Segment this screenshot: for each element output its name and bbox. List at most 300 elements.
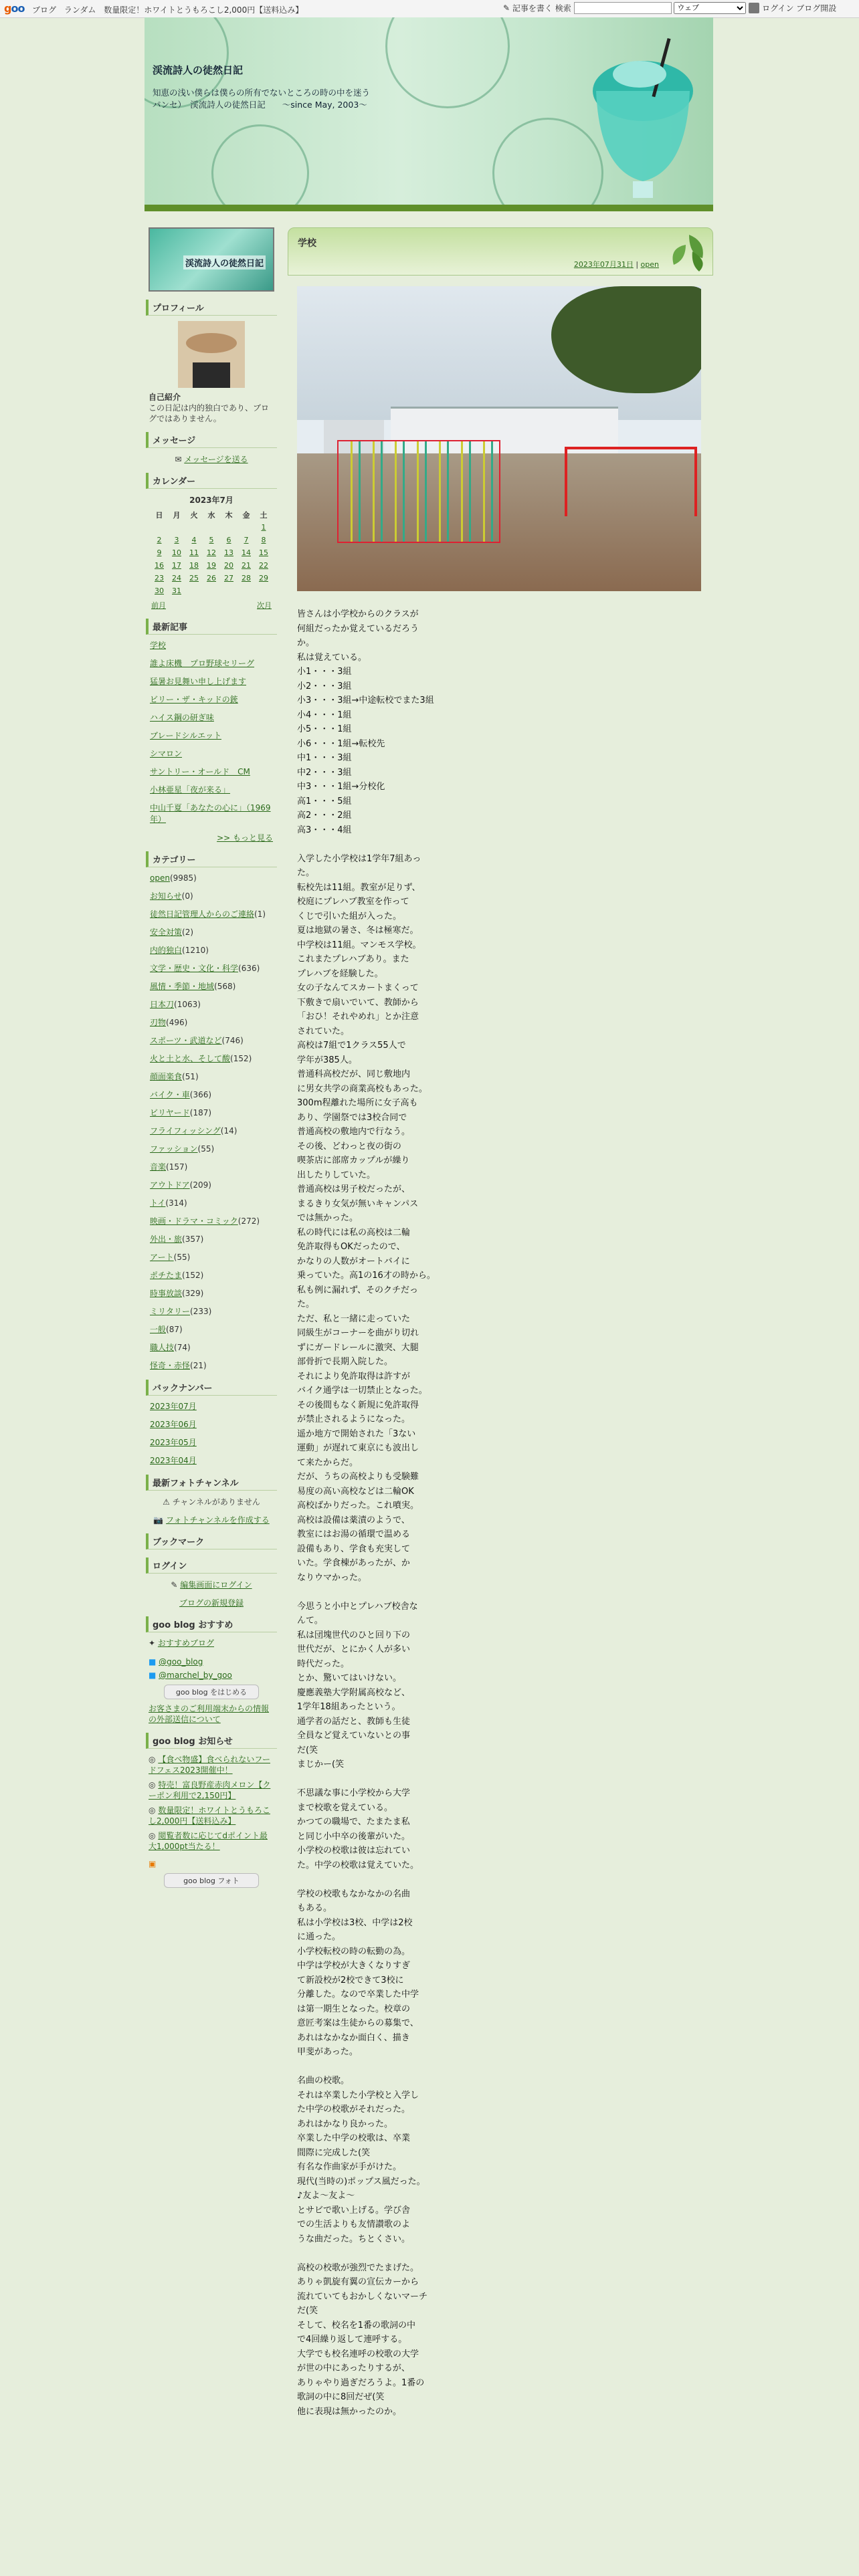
calendar-weekday: 木 [225, 510, 233, 520]
category-link[interactable]: ビリヤード [150, 1108, 190, 1117]
post-body [288, 591, 713, 2419]
top-link-promo[interactable]: 数量限定！ホワイトとうもろこし2,000円【送料込み】 [104, 5, 304, 15]
post-line: 何組だったか覚えているだろう [297, 623, 419, 634]
calendar-day[interactable]: 9 [157, 548, 162, 557]
post-line: 免許取得もOKだったので、 [297, 1242, 405, 1252]
post-line: 意匠考案は生徒からの募集で、 [297, 2018, 419, 2028]
category-link[interactable]: 怪奇・赤怪 [150, 1361, 191, 1370]
post-line: 易度の高い高校などは二輪OK [297, 1486, 414, 1497]
create-photo-channel-link[interactable]: フォトチャンネルを作成する [166, 1515, 270, 1525]
message-section [146, 432, 277, 465]
post-line: まで校歌を覚えている。 [297, 1802, 393, 1813]
post-line: 世代だが、とにかく人が多い [297, 1644, 411, 1654]
post-line: 不思議な事に小学校から大学 [297, 1788, 411, 1798]
category-count: (152) [230, 1054, 252, 1063]
goo-logo-oo: oo [11, 2, 25, 15]
post-line: 校庭にプレハブ教室を作って [297, 897, 409, 907]
category-count: (14) [220, 1126, 237, 1136]
post-line: そして、校名を1番の歌詞の中 [297, 2320, 416, 2331]
goo-top-navigation-bar [0, 0, 859, 18]
post-line: 流れていてもおかしくないマーチ [297, 2291, 428, 2302]
top-right-tools [503, 2, 836, 14]
category-count: (329) [182, 1289, 204, 1298]
post-line: 私は団塊世代のひと回り下の [297, 1630, 411, 1640]
warning-icon: ⚠ [163, 1497, 170, 1507]
photo-channel-section [146, 1475, 277, 1525]
category-link[interactable]: 一般 [150, 1325, 167, 1334]
post-line: 通学者の話だと、教師も生徒 [297, 1716, 411, 1727]
corn-icon: ◎ [149, 1806, 156, 1815]
recent-posts-section [146, 619, 277, 843]
post-blank-line [297, 1585, 713, 1600]
post-line: もある。 [297, 1903, 332, 1913]
post-line: は第一期生となった。校章の [297, 2004, 411, 2014]
post-line: その後間もなく新規に免許取得 [297, 1400, 419, 1410]
category-count: (55) [197, 1144, 215, 1154]
recent-post-link[interactable]: ビリー・ザ・キッドの銃 [150, 695, 238, 704]
recent-post-link[interactable]: サントリー・オールド CM [150, 767, 250, 776]
calendar-day[interactable]: 22 [259, 561, 268, 570]
post-line: 学校の校歌もなかなかの名曲 [297, 1889, 411, 1899]
recent-posts-title: 最新記事 [146, 619, 277, 635]
calendar-day[interactable]: 13 [224, 548, 233, 557]
bullet-icon: ◎ [149, 1755, 156, 1764]
open-blog-link[interactable]: ブログ開設 [796, 3, 837, 13]
post-line: まるきり女気が無いキャンパス [297, 1198, 419, 1209]
recent-post-link[interactable]: 猛暑お見舞い申し上げます [150, 677, 247, 686]
post-blank-line [297, 837, 713, 852]
calendar-day[interactable]: 26 [207, 574, 216, 582]
profile-title: プロフィール [146, 300, 277, 316]
bookmark-title: ブックマーク [146, 1533, 277, 1549]
pencil-icon: ✎ [171, 1580, 178, 1590]
notice-section [146, 1733, 277, 1888]
category-count: (51) [182, 1072, 199, 1081]
post-line: 分離した。なので卒業した中学 [297, 1990, 419, 2000]
notice-link[interactable]: 閲覧者数に応じてdポイント最大1,000pt当たる！ [149, 1831, 268, 1851]
calendar-day[interactable]: 21 [242, 561, 251, 570]
post-line: んて。 [297, 1616, 323, 1626]
calendar-day[interactable]: 28 [242, 574, 251, 582]
recommend-blog-link[interactable]: おすすめブログ [157, 1638, 215, 1648]
edit-login-link[interactable]: 編集画面にログイン [180, 1580, 252, 1590]
notice-title: goo blog お知らせ [146, 1733, 277, 1749]
twitter-goo-blog-link[interactable]: @goo_blog [159, 1657, 203, 1667]
post-line: 高3・・・4組 [297, 825, 352, 835]
post-line: 出したりしていた。 [297, 1170, 376, 1180]
category-count: (366) [189, 1090, 212, 1099]
post-line: 高校は設備は薬漬のようで、 [297, 1515, 410, 1525]
calendar-day[interactable]: 8 [261, 536, 266, 544]
category-link[interactable]: バイク・車 [150, 1090, 190, 1099]
post-author-link[interactable]: open [640, 260, 659, 269]
recent-post-link[interactable]: 小林亜星「夜が来る」 [150, 785, 231, 794]
backnumber-link[interactable]: 2023年06月 [150, 1420, 197, 1429]
sidebar [146, 227, 277, 1896]
calendar-day[interactable]: 29 [259, 574, 268, 582]
top-links [32, 4, 308, 15]
camera-icon: 📷 [153, 1515, 164, 1525]
start-goo-blog-button[interactable]: goo blog をはじめる [164, 1685, 259, 1699]
post-line: ありゃやり過ぎだろうよ。1番の [297, 2377, 425, 2388]
schoolyard-photo [297, 286, 701, 591]
top-link-random[interactable]: ランダム [64, 5, 96, 15]
recommend-title: goo blog おすすめ [146, 1616, 277, 1632]
category-count: (568) [214, 982, 236, 991]
category-count: (209) [189, 1180, 211, 1190]
post-line: 普通科高校だが、同じ敷地内 [297, 1069, 411, 1079]
message-title: メッセージ [146, 432, 277, 448]
post-line: くじで引いた組が入った。 [297, 911, 402, 922]
calendar-day[interactable]: 30 [155, 586, 164, 595]
calendar-next-month[interactable]: 次月 [257, 601, 272, 610]
write-article-link[interactable]: 記事を書く [512, 3, 553, 13]
calendar-day[interactable]: 6 [226, 536, 231, 544]
blog-signup-link[interactable]: ブログの新規登録 [179, 1598, 244, 1608]
melon-icon: ◎ [149, 1780, 156, 1790]
post-line: 皆さんは小学校からのクラスが [297, 609, 419, 619]
post-title[interactable]: 学校 [298, 238, 316, 249]
backnumber-list [146, 1401, 277, 1467]
post-line: 中1・・・3組 [297, 753, 352, 763]
post-line: て来たからだ。 [297, 1457, 359, 1468]
calendar-day[interactable]: 19 [207, 561, 216, 570]
category-link[interactable]: 職人技 [150, 1343, 175, 1352]
backnumber-section [146, 1380, 277, 1467]
calendar-day[interactable]: 4 [191, 536, 197, 544]
notice-link[interactable]: 数量限定！ホワイトとうもろこし2,000円【送料込み】 [149, 1806, 270, 1826]
twitter-icon: ■ [149, 1657, 157, 1667]
post-line: とサビで歌い上げる。学び舎 [297, 2205, 411, 2216]
post-line: 小学校の校歌は彼は忘れてい [297, 1846, 411, 1856]
category-count: (357) [182, 1235, 204, 1244]
profile-hat [186, 333, 237, 353]
post-line: なりウマかった。 [297, 1572, 367, 1583]
post-blank-line [297, 2060, 713, 2074]
category-count: (2) [182, 928, 194, 937]
category-link[interactable]: 文学・歴史・文化・科学 [150, 964, 239, 973]
calendar-day[interactable]: 18 [189, 561, 199, 570]
rss-icon[interactable]: ▣ [149, 1859, 157, 1868]
post-line: 小4・・・1組 [297, 710, 352, 720]
calendar-day[interactable]: 7 [244, 536, 249, 544]
post-line: とか、驚いてはいけない。 [297, 1673, 402, 1683]
post-line: プレハブを経験した。 [297, 968, 383, 979]
blog-description: 知恵の浅い僕らは僕らの所有でないところの時の中を迷うパンセ） 渓流詩人の徒然日記 〜since May, 2003〜 [153, 88, 371, 110]
post-line: 小6・・・1組→転校先 [297, 738, 385, 749]
profile-avatar[interactable] [178, 321, 245, 388]
recent-post-link[interactable]: 中山千夏「あなたの心に」（1969年） [150, 803, 271, 824]
login-link[interactable]: ログイン [762, 3, 794, 13]
post-line: て新設校が2校できて3校に [297, 1975, 404, 1985]
calendar-day[interactable]: 24 [172, 574, 181, 582]
post-line: が禁止されるようになった。 [297, 1414, 411, 1424]
categories-title: カテゴリー [146, 851, 277, 867]
backnumber-link[interactable]: 2023年04月 [150, 1456, 197, 1465]
calendar-weekday: 火 [190, 510, 198, 520]
twitter-marchel-link[interactable]: @marchel_by_goo [159, 1671, 232, 1680]
photo-horizontal-bar [565, 447, 697, 516]
post-line: での生活よりも友情讃歌のよ [297, 2220, 411, 2230]
category-count: (157) [166, 1162, 188, 1172]
category-link[interactable]: 安全対策 [150, 928, 183, 937]
category-link[interactable]: スポーツ・武道など [150, 1036, 222, 1045]
category-count: (55) [173, 1253, 191, 1262]
category-link[interactable]: 映画・ドラマ・コミック [150, 1216, 238, 1226]
post-line: 1学年18組あったという。 [297, 1702, 401, 1712]
post-line: 他に表現は無かったのか。 [297, 2406, 402, 2417]
post-line: 私は覚えている。 [297, 652, 367, 663]
main-content [288, 227, 713, 2419]
calendar-day[interactable]: 2 [157, 536, 162, 544]
calendar-day[interactable]: 23 [155, 574, 164, 582]
notice-link[interactable]: 特売！富良野産赤肉メロン【クーポン利用で2,150円】 [149, 1780, 271, 1800]
calendar-day[interactable]: 25 [189, 574, 199, 582]
goo-logo-g: g [4, 2, 11, 15]
photo-channel-title: 最新フォトチャンネル [146, 1475, 277, 1491]
login-title: ログイン [146, 1558, 277, 1574]
calendar-caption: 2023年7月 [189, 496, 233, 505]
recent-post-link[interactable]: シマロン [150, 749, 183, 758]
post-line: だ(笑 [297, 2306, 318, 2316]
calendar-day[interactable]: 12 [207, 548, 216, 557]
twitter-icon: ■ [149, 1671, 157, 1680]
calendar-day[interactable]: 10 [172, 548, 181, 557]
post-line: に男女共学の商業高校もあった。 [297, 1083, 427, 1094]
melon-soda-glass-illustration [586, 37, 700, 205]
post-line: 小1・・・3組 [297, 667, 352, 677]
post-line: 有名な作曲家が手がけた。 [297, 2162, 402, 2172]
category-count: (0) [181, 891, 193, 901]
external-transmission-info-link[interactable]: お客さまのご利用端末からの情報の外部送信について [149, 1704, 270, 1724]
profile-intro-text: この日記は内的独白であり、ブログではありません。 [149, 403, 270, 423]
post-line: かなりの人数がオートバイに [297, 1256, 410, 1267]
category-count: (746) [221, 1036, 244, 1045]
calendar-day[interactable]: 16 [155, 561, 164, 570]
post-line: 普通高校は男子校だったが、 [297, 1184, 411, 1194]
bookmark-section [146, 1533, 277, 1549]
recommend-section [146, 1616, 277, 1725]
post-line: に通った。 [297, 1932, 341, 1942]
point-icon: ◎ [149, 1831, 156, 1840]
post-line: ただ、私と一緒に走っていた [297, 1313, 411, 1324]
category-count: (87) [166, 1325, 183, 1334]
recent-posts-list [146, 640, 277, 825]
category-link[interactable]: お知らせ [150, 891, 182, 901]
goo-logo[interactable] [4, 2, 24, 15]
category-link[interactable]: 外出・旅 [150, 1235, 183, 1244]
calendar-day[interactable]: 20 [224, 561, 233, 570]
calendar-prev-month[interactable]: 前月 [151, 601, 166, 610]
category-link[interactable]: 内的独白 [150, 946, 183, 955]
category-link[interactable]: フライフィッシング [150, 1126, 221, 1136]
profile-intro-label: 自己紹介 [149, 393, 181, 402]
post-line: 小3・・・3組→中途転校でまた3組 [297, 695, 434, 706]
category-count: (1210) [182, 946, 209, 955]
category-link[interactable]: ミリタリー [150, 1307, 191, 1316]
post-line: 学年が385人。 [297, 1055, 357, 1065]
photo-jungle-gym [337, 440, 500, 543]
post-line: 転校先は11組。教室が足りず、 [297, 882, 421, 893]
category-count: (496) [166, 1018, 188, 1027]
post-line: 慶應義塾大学附属高校など、 [297, 1687, 411, 1698]
post-line: 教室にはお湯の循環で温める [297, 1529, 411, 1539]
category-link[interactable]: 日本刀 [150, 1000, 175, 1009]
calendar-section [146, 473, 277, 611]
category-link[interactable]: トイ [150, 1198, 166, 1208]
post-line: では無かった。 [297, 1213, 359, 1223]
category-link[interactable]: アウトドア [150, 1180, 190, 1190]
post-line: 高1・・・5組 [297, 796, 352, 807]
category-link[interactable]: 時事放談 [150, 1289, 183, 1298]
recent-post-link[interactable]: ハイス鋼の研ぎ味 [150, 713, 214, 722]
calendar-day[interactable]: 5 [209, 536, 214, 544]
categories-section [146, 851, 277, 1372]
goo-blog-photo-button[interactable]: goo blog フォト [164, 1873, 259, 1888]
post-line: それにより免許取得は許すが [297, 1371, 411, 1382]
calendar-weekday: 日 [155, 510, 163, 520]
post-line: 今思うと小中とプレハブ校舎な [297, 1601, 418, 1612]
category-count: (21) [190, 1361, 207, 1370]
calendar-day[interactable]: 14 [242, 548, 251, 557]
post-line: 「おひ！それやめれ」とか注意 [297, 1012, 419, 1022]
calendar-day[interactable]: 11 [189, 548, 199, 557]
post-line: が世の中にあったりするが、 [297, 2363, 410, 2373]
category-link[interactable]: 刃物 [150, 1018, 167, 1027]
profile-section [146, 300, 277, 424]
category-link[interactable]: ファッション [150, 1144, 198, 1154]
category-count: (187) [189, 1108, 212, 1117]
calendar-day[interactable]: 1 [261, 523, 266, 532]
blog-banner-image[interactable] [149, 227, 274, 292]
post-line: それは卒業した小学校と入学し [297, 2090, 419, 2101]
post-date-link[interactable]: 2023年07月31日 [573, 260, 634, 269]
category-link[interactable]: アート [150, 1253, 174, 1262]
post-line: 中2・・・3組 [297, 767, 352, 778]
category-count: (233) [190, 1307, 212, 1316]
calendar-day[interactable]: 31 [172, 586, 181, 595]
category-link[interactable]: 顔面楽食 [150, 1072, 183, 1081]
post-line: 高2・・・2組 [297, 811, 352, 821]
post-line: 高校は7組で1クラス55人で [297, 1041, 406, 1051]
search-scope-select[interactable] [674, 2, 746, 14]
header-bottom-strip [145, 205, 713, 211]
backnumber-title: バックナンバー [146, 1380, 277, 1396]
envelope-icon: ✉ [175, 455, 182, 464]
post-line: 中学校は11組。マンモス学校。 [297, 940, 421, 950]
recent-post-link[interactable]: ブレードシルエット [150, 731, 221, 740]
blog-title[interactable]: 渓流詩人の徒然日記 [153, 64, 244, 76]
post-line: 300m程離れた場所に女子高も [297, 1098, 418, 1108]
post-line: で4回繰り返して連呼する。 [297, 2335, 407, 2345]
backnumber-link[interactable]: 2023年05月 [150, 1438, 197, 1447]
category-count: (1) [254, 909, 266, 919]
category-link[interactable]: 徒然日記管理人からのご連絡 [150, 909, 255, 919]
post-line: だ(笑 [297, 1745, 318, 1755]
post-blank-line [297, 1772, 713, 1787]
category-link[interactable]: 風情・季節・地域 [150, 982, 215, 991]
category-count: (636) [238, 964, 260, 973]
post-line: と同じ小中卒の後輩がいた。 [297, 1831, 411, 1842]
post-line: 私の時代には私の高校は二輪 [297, 1227, 411, 1238]
recent-post-link[interactable]: 誰よ床機 プロ野球セリーグ [150, 659, 255, 668]
category-link[interactable]: ポチたま [150, 1271, 183, 1280]
star-icon: ✦ [149, 1638, 156, 1648]
top-link-blog[interactable]: ブログ [32, 5, 57, 15]
post-line: 小2・・・3組 [297, 681, 352, 691]
calendar-day[interactable]: 15 [259, 548, 268, 557]
calendar-weekday: 土 [260, 510, 268, 520]
post-line: 下敷きで扇いでいて、教師から [297, 997, 419, 1008]
post-line: 小5・・・1組 [297, 724, 352, 734]
post-line: ありゃ凱旋有翼の宣伝カーから [297, 2277, 419, 2287]
calendar-day[interactable]: 3 [174, 536, 179, 544]
post-line: あれはなかなか面白く、描き [297, 2032, 410, 2043]
category-link[interactable]: 火と土と水、そして酸 [150, 1054, 231, 1063]
post-line: 高校の校歌が強烈でたまげた。 [297, 2262, 419, 2273]
recent-more-link[interactable]: >> もっと見る [217, 833, 273, 843]
post-line: 間際に完成した(笑 [297, 2147, 371, 2158]
backnumber-link[interactable]: 2023年07月 [150, 1402, 197, 1411]
post-line: た。中学の校歌は覚えていた。 [297, 1860, 419, 1870]
post-line: 私も例に漏れず、そのクチだっ [297, 1285, 418, 1295]
post-line: うな曲だった。ちとくさい。 [297, 2234, 411, 2244]
post-line: 設備もあり、学食も充実して [297, 1543, 411, 1554]
post-line: 普通高校の敷地内で行なう。 [297, 1127, 411, 1137]
calendar-weekday: 金 [242, 510, 250, 520]
post-line: されていた。 [297, 1026, 350, 1037]
calendar-day[interactable]: 17 [172, 561, 181, 570]
search-input[interactable] [574, 2, 672, 14]
post-line: た中学の校歌がそれだった。 [297, 2105, 411, 2115]
post-line: まじかー(笑 [297, 1759, 345, 1769]
post-line: 名曲の校歌。 [297, 2076, 350, 2086]
category-count: (74) [174, 1343, 191, 1352]
post-line: 中3・・・1組→分校化 [297, 782, 385, 792]
post-line: 現代(当時の)ポップス風だった。 [297, 2176, 425, 2187]
calendar-table [151, 494, 272, 597]
post-line: 中学は学校が大きくなりすぎ [297, 1961, 411, 1971]
post-line: 乗っていた。高1の16才の時から。 [297, 1271, 436, 1281]
post-line: 喫茶店に部席カップルが繰り [297, 1156, 410, 1166]
post-line: 大学でも校名連呼の校歌の大学 [297, 2349, 419, 2359]
category-link[interactable]: open [150, 873, 170, 883]
category-count: (314) [165, 1198, 187, 1208]
post-meta: 2023年07月31日 | open [573, 260, 659, 269]
post-line: あり、学園祭では3校合同で [297, 1112, 407, 1123]
calendar-weekday: 月 [173, 510, 181, 520]
post-line: あれはかなり良かった。 [297, 2119, 393, 2129]
recent-post-link[interactable]: 学校 [150, 641, 167, 650]
login-section [146, 1558, 277, 1608]
post-line: 女の子なんてスカートまくって [297, 983, 419, 993]
post-line: か。 [297, 638, 315, 648]
no-channel-text: チャンネルがありません [172, 1497, 260, 1507]
categories-list [146, 873, 277, 1372]
send-message-link[interactable]: メッセージを送る [184, 455, 248, 464]
post-line: ずにガードレールに激突、大腿 [297, 1342, 419, 1353]
category-count: (9985) [169, 873, 197, 883]
search-go-button[interactable] [749, 3, 759, 13]
post-line: ♪友よ〜友よ〜 [297, 2191, 355, 2201]
post-line: いた。学食棟があったが、か [297, 1558, 410, 1568]
post-line: だが、うちの高校よりも受験難 [297, 1472, 419, 1482]
calendar-day[interactable]: 27 [224, 574, 233, 582]
post-line: 遥か地方で開始された「3ない [297, 1428, 416, 1439]
notice-link[interactable]: 【食べ物盛】食べられないフードフェス2023開催中！ [149, 1755, 270, 1775]
category-link[interactable]: 音楽 [150, 1162, 167, 1172]
post-header [288, 227, 713, 276]
